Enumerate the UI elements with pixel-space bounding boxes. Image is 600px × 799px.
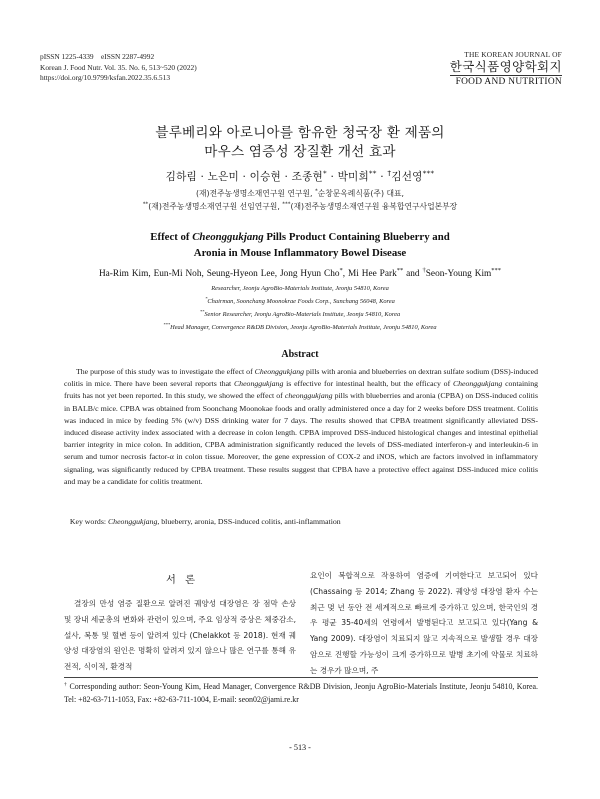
- section-heading-intro: 서 론: [166, 575, 198, 586]
- paper-title-ko: [0, 124, 600, 162]
- keywords: [64, 517, 538, 526]
- affiliation-text: 순창문옥례식품(주) 대표,: [317, 189, 405, 198]
- author-separator: ·: [376, 171, 388, 183]
- abstract-text: pills with blueberries and aronia (CPBA) on DSS-induced colitis in BALB/c mice. CPBA was obtained from Soonchang Moonokae foods and orally administered once a day for 2 weeks before DSS treatment. Colitis was induced in mice by feeding 5% (w/v) DSS drinking water for 7 days. The results showed that CPBA treatment significantly alleviated DSS-induced disease activity index associated with a decrease in colon length. CPBA improved DSS-induced histological changes and intestinal epithelial barrier integrity in mice colon. In addition, CPBA administration significantly reduced the levels of DSS-mediated interferon-γ and interleukin-6 in serum and tumor necrosis factor-α in colon tissue. Moreover, the gene expression of COX-2 and iNOS, which are factors involved in inflammatory signaling, was significantly reduced by CPBA treatment. These results suggest that CPBA have a protective effect against DSS-induced mice colitis and may be a candidate for colitis treatment.: [64, 391, 538, 486]
- intro-left-column: 결장의 만성 염증 질환으로 알려진 궤양성 대장염은 장 점막 손상 및 장내 세균총의 변화와 관련이 있으며, 주요 임상적 증상은 체중감소, 설사, 복통 및 혈변 등이 알려져 있다 (Chelakkot 등 2018). 현재 궤양성 대장염의 원인은 명확히 알려져 있지 않으나 많은 연구를 통해 유전적, 식이적, 환경적: [64, 599, 296, 672]
- author-mark: *: [322, 168, 327, 178]
- abstract-body: [64, 366, 538, 488]
- affiliation-mark: ***: [163, 321, 171, 327]
- affiliation-text: (재)전주농생명소재연구원 선임연구원,: [148, 202, 283, 211]
- title-text: Pills Product Containing Blueberry and: [263, 231, 450, 243]
- author-names: Seon-Young Kim: [425, 269, 492, 279]
- journal-logo: [450, 50, 562, 87]
- affiliation-en-1: Researcher, Jeonju AgroBio-Materials Institute, Jeonju 54810, Korea: [211, 285, 389, 292]
- affiliation-mark: ***: [282, 201, 291, 208]
- affiliation-mark: **: [199, 308, 205, 314]
- title-italic: Cheonggukjang: [192, 231, 264, 243]
- corresponding-mark: †: [387, 168, 392, 178]
- affiliation-mark: *: [314, 188, 318, 195]
- journal-rule: [450, 75, 562, 76]
- affiliation-text: Senior Researcher, Jeonju AgroBio-Materials Institute, Jeonju 54810, Korea: [204, 311, 401, 318]
- affiliation-text: (재)전주농생명소재연구원 연구원,: [195, 189, 315, 198]
- corresponding-author-footnote: [64, 681, 538, 706]
- journal-name-en-top: THE KOREAN JOURNAL OF: [464, 50, 562, 59]
- abstract-text: containing fruits has not yet been reported. In this study, we showed the effect of: [64, 379, 538, 401]
- author-names: Ha-Rim Kim, Eun-Mi Noh, Seung-Hyeon Lee, Jong Hyun Cho: [98, 269, 340, 279]
- author-mark: **: [396, 266, 404, 274]
- author-names: , Mi Hee Park: [342, 269, 397, 279]
- corresponding-mark: †: [64, 681, 68, 688]
- affiliation-mark: **: [142, 201, 149, 208]
- affiliation-ko-line1: [0, 188, 600, 199]
- abstract-text: pills with aronia and blueberries on dextran sulfate sodium (DSS)-induced colitis in mice. There have been several reports that: [64, 367, 538, 389]
- footnote-divider: [64, 677, 538, 678]
- affiliation-en-4: [0, 321, 600, 331]
- authors-en: [0, 266, 600, 279]
- author-mark: ***: [422, 168, 435, 178]
- author-mark: *: [339, 266, 343, 274]
- abstract-italic: Cheonggukjang: [254, 367, 305, 376]
- corresponding-mark: †: [422, 266, 426, 274]
- abstract-italic: Cheonggukjang: [233, 379, 284, 389]
- citation-line: Korean J. Food Nutr. Vol. 35. No. 6, 513~520 (2022): [40, 62, 197, 72]
- abstract-text: The purpose of this study was to investigate the effect of: [76, 367, 255, 376]
- author-mark: ***: [491, 266, 502, 274]
- intro-right-column: 요인이 복합적으로 작용하여 염증에 기여한다고 보고되어 있다(Chassaing 등 2014; Zhang 등 2022). 궤양성 대장염 환자 수는 최근 몇 년 동안 전 세계적으로 빠르게 증가하고 있으며, 한국인의 경우 평균 35-40세의 연령에서 발병된다고 보고되고 있다(Yang & Yang 2009). 대장염이 치료되지 않고 지속적으로 발생할 경우 대장암으로 진행할 가능성이 크게 증가하므로 발병 초기에 약물로 치료하는 경우가 많으며, 주: [310, 571, 538, 675]
- paper-title-en: [0, 229, 600, 261]
- page-number: - 513 -: [289, 743, 311, 752]
- footnote-text: Corresponding author: Seon-Young Kim, Head Manager, Convergence R&DB Division, Jeonju AgroBio-Materials Institute, Jeonju 54810, Korea. Tel: +82-63-711-1053, Fax: +82-63-711-1004, E-mail: seon02@jami.re.kr: [64, 682, 538, 704]
- abstract-italic: cheonggukjang: [284, 391, 333, 401]
- authors-ko-names: 김하림 · 노은미 · 이승현 · 조종현: [165, 171, 323, 183]
- title-en-line2: Aronia in Mouse Inflammatory Bowel Disease: [193, 247, 407, 259]
- issn-line: pISSN 1225-4339 eISSN 2287-4992: [40, 52, 155, 61]
- author-name: · 박미희: [326, 171, 369, 183]
- affiliation-ko-line2: [0, 201, 600, 212]
- keywords-label: Key words:: [69, 517, 108, 526]
- journal-name-ko: 한국식품영양학회지: [449, 59, 562, 74]
- authors-ko: [0, 169, 600, 184]
- keywords-italic: Cheonggukjang: [107, 517, 158, 526]
- title-ko-line2: 마우스 염증성 장질환 개선 효과: [204, 144, 396, 160]
- abstract-text: is effective for intestinal health, but the efficacy of: [283, 379, 453, 389]
- title-text: Effect of: [150, 231, 193, 243]
- title-en-line1: [0, 229, 600, 245]
- author-mark: **: [368, 168, 377, 178]
- abstract-italic: Cheonggukjang: [452, 379, 503, 389]
- author-name: 김선영: [391, 171, 423, 183]
- journal-name-en-bottom: FOOD AND NUTRITION: [455, 77, 562, 87]
- doi-line[interactable]: https://doi.org/10.9799/ksfan.2022.35.6.513: [40, 73, 171, 83]
- affiliation-en-2: [0, 295, 600, 305]
- affiliation-en-3: [0, 308, 600, 318]
- affiliation-text: Head Manager, Convergence R&DB Division, Jeonju AgroBio-Materials Institute, Jeonju 54810, Korea: [170, 324, 437, 331]
- affiliation-text: Chairman, Soonchang Moonokrae Foods Corp., Sunchang 56048, Korea: [207, 298, 395, 305]
- citation-block: [40, 52, 197, 84]
- affiliation-mark: *: [205, 295, 208, 301]
- abstract-heading: Abstract: [281, 349, 319, 360]
- title-ko-line1: 블루베리와 아로니아를 함유한 청국장 환 제품의: [155, 125, 445, 141]
- keywords-text: , blueberry, aronia, DSS-induced colitis, anti-inflammation: [157, 517, 341, 526]
- affiliation-text: (재)전주농생명소재연구원 융복합연구사업본부장: [290, 202, 458, 211]
- author-conjunction: and: [403, 269, 423, 279]
